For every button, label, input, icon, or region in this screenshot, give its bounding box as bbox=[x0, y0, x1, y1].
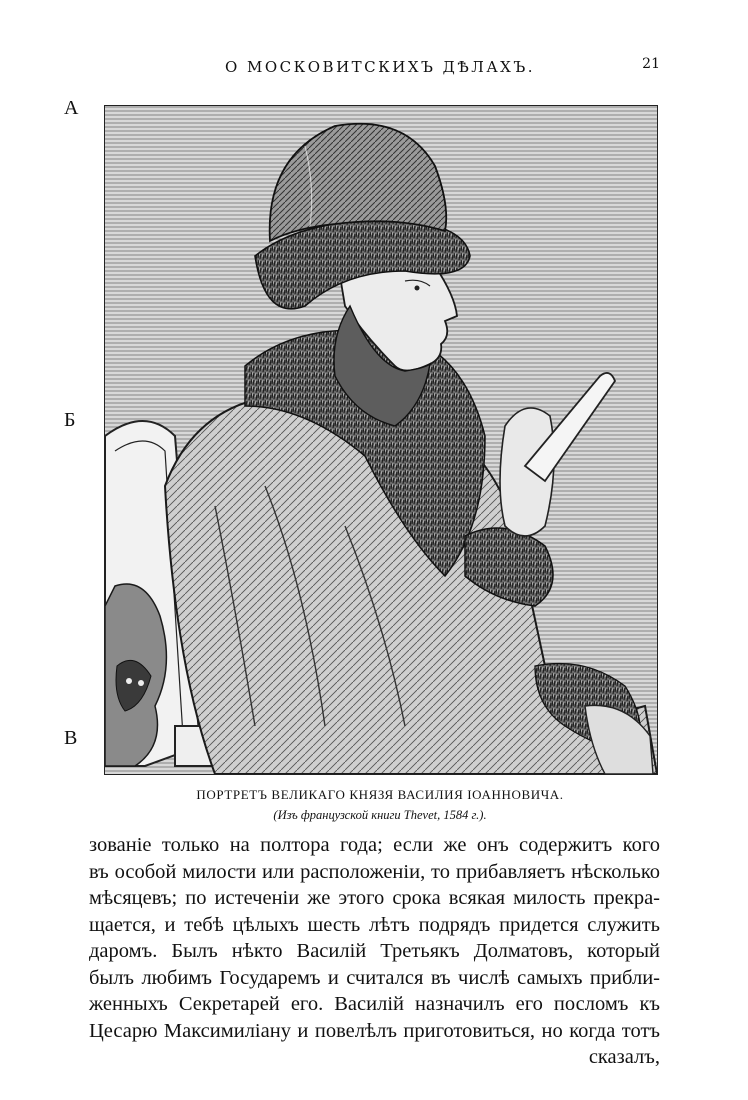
margin-marker-b: Б bbox=[64, 409, 76, 431]
body-line: былъ любимъ Государемъ и считался въ числѣ самыхъ прибли- bbox=[89, 966, 660, 989]
portrait-engraving bbox=[104, 105, 658, 775]
margin-marker-v: В bbox=[64, 727, 78, 749]
body-line: женныхъ Секретарей его. Василій назначилъ его посломъ къ bbox=[89, 993, 660, 1015]
body-line: мѣсяцевъ; по истеченіи же этого срока всякая милость прекра- bbox=[89, 887, 660, 909]
body-line: Цесарю Максимиліану и повелѣлъ приготовиться, но когда тотъ bbox=[89, 1019, 660, 1042]
body-text bbox=[89, 832, 660, 1071]
body-line: зованіе только на полтора года; если же онъ содержитъ кого bbox=[89, 834, 660, 856]
body-line: щается, и тебѣ цѣлыхъ шесть лѣтъ подрядъ придется служить bbox=[89, 913, 660, 936]
figure-caption: ПОРТРЕТЪ ВЕЛИКАГО КНЯЗЯ ВАСИЛИЯ ІОАННОВИЧА. bbox=[196, 787, 564, 802]
body-line: даромъ. Былъ нѣкто Василій Третьякъ Долматовъ, который bbox=[89, 940, 660, 962]
page-number: 21 bbox=[642, 56, 660, 72]
margin-marker-a: А bbox=[64, 97, 79, 119]
body-line: въ особой милости или расположеніи, то прибавляетъ нѣсколько bbox=[89, 860, 660, 883]
portrait-illustration bbox=[105, 106, 657, 774]
running-head: О МОСКОВИТСКИХЪ ДѢЛАХЪ. bbox=[224, 58, 536, 76]
body-line: сказалъ, bbox=[588, 1046, 660, 1068]
figure-source: (Изъ французской книги Thevet, 1584 г.). bbox=[273, 808, 487, 822]
